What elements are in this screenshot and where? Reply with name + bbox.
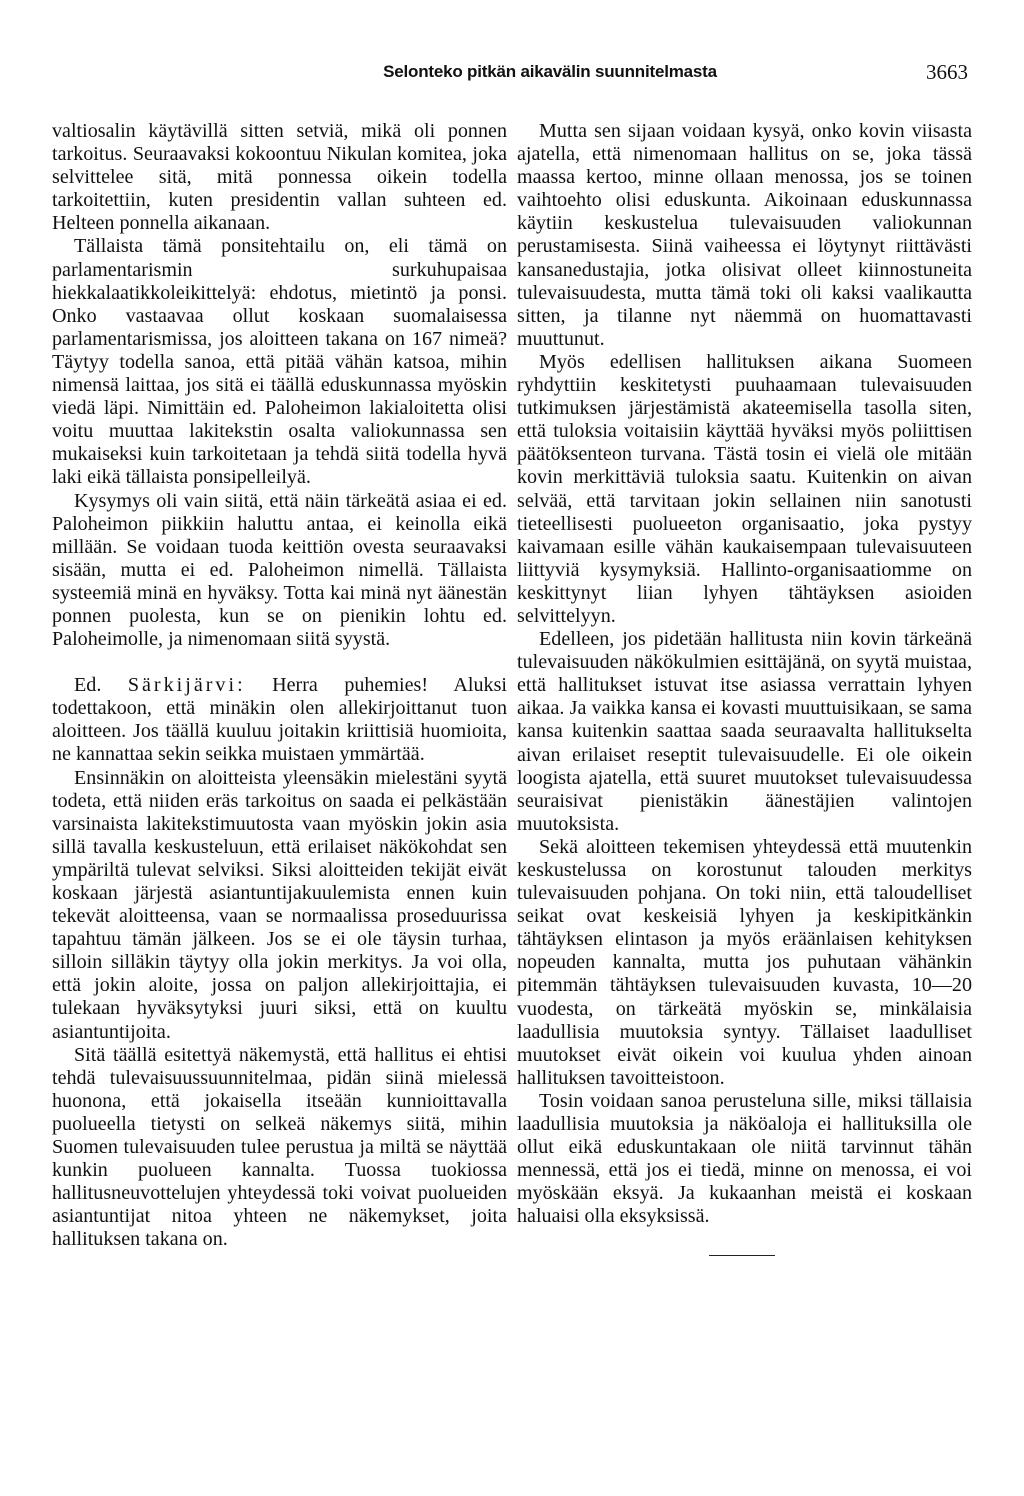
speech-paragraph: [52, 674, 507, 766]
paragraph: Sitä täällä esitettyä näkemystä, että hallitus ei ehtisi tehdä tulevaisuussuunnitelmaa, pidän siinä mielessä huonona, että jokaisella itseään kunnioittavalla puolueella tietysti on selkeä näkemys siitä, mihin Suomen tulevaisuuden tulee perustua ja miltä se näyttää kunkin puolueen kannalta. Tuossa tuokiossa hallitusneuvottelujen yhteydessä toki voivat puolueiden asiantuntijat nitoa yhteen ne näkemykset, joita hallituksen takana on.: [52, 1043, 507, 1251]
page-number: 3663: [926, 60, 968, 84]
speech-intro: Ed.: [74, 674, 102, 697]
speech-text: Herra puhemies! Aluksi todettakoon, että minäkin olen allekirjoittanut tuon aloitteen. Jos täällä kuuluu joitakin kriittisiä huomioita, ne kannattaa sekin seikka muistaen ymmärtää.: [52, 674, 507, 766]
speaker-name: Särkijärvi:: [127, 674, 246, 697]
paragraph: Mutta sen sijaan voidaan kysyä, onko kovin viisasta ajatella, että nimenomaan hallitus on se, joka tässä maassa kertoo, minne ollaan menossa, jos se toinen vaihtoehto olisi eduskunta. Aikoinaan eduskunnassa käytiin keskustelua tulevaisuuden valiokunnan perustamisesta. Siinä vaiheessa ei löytynyt riittävästi kansanedustajia, jotka olisivat olleet kiinnostuneita tulevaisuudesta, mutta tämä toki oli kaksi vaalikautta sitten, ja tilanne nyt näemmä on huomattavasti muuttunut.: [517, 120, 972, 350]
page-header: [0, 62, 1024, 92]
paragraph: Tosin voidaan sanoa perusteluna sille, miksi tällaisia laadullisia muutoksia ja näköaloja ei hallituksilla ole ollut eikä eduskuntakaan ole niitä tarvinnut tähän mennessä, että jos ei tiedä, minne on menossa, ei voi myöskään eksyä. Ja kukaanhan meistä ei koskaan haluaisi olla eksyksissä.: [517, 1089, 972, 1228]
end-rule: [709, 1255, 775, 1256]
paragraph: Myös edellisen hallituksen aikana Suomeen ryhdyttiin keskitetysti puuhaamaan tulevaisuuden tutkimuksen järjestämistä akateemisella tasolla siten, että tuloksia voitaisiin käyttää hyväksi myös poliittisen päätöksenteon turvana. Tästä tosin ei vielä ole mitään kovin merkittäviä tuloksia saatu. Kuitenkin on aivan selvää, että tarvitaan jokin sellainen niin sanotusti tieteellisesti puolueeton organisaatio, joka pystyy kaivamaan esille vähän kaukaisempaan tulevaisuuteen liittyviä kysymyksiä. Hallinto-organisaatiomme on keskittynyt liian lyhyen tähtäyksen asioiden selvittelyyn.: [517, 350, 972, 627]
running-title: Selonteko pitkän aikavälin suunnitelmasta: [383, 62, 717, 81]
paragraph: Ensinnäkin on aloitteista yleensäkin mielestäni syytä todeta, että niiden eräs tarkoitus on saada ei pelkästään varsinaista lakitekstimuutosta vaan myöskin jokin asia sillä tavalla keskusteluun, että erilaiset näkökohdat sen ympäriltä tulevat selviksi. Siksi aloitteiden tekijät eivät koskaan järjestä asiantuntijakuulemista ennen kuin tekevät aloitteensa, vaan se normaalissa proseduurissa tapahtuu tämän jälkeen. Jos se ei ole täysin turhaa, silloin silläkin täytyy olla jokin merkitys. Ja voi olla, että jokin aloite, jossa on paljon allekirjoittajia, ei tulekaan hyväksytyksi juuri siksi, että on kuultu asiantuntijoita.: [52, 766, 507, 1043]
paragraph: Kysymys oli vain siitä, että näin tärkeätä asiaa ei ed. Paloheimon piikkiin haluttu antaa, ei keinolla eikä millään. Se voidaan tuoda keittiön ovesta seuraavaksi sisään, mutta ei ed. Paloheimon nimellä. Tällaista systeemiä minä en hyväksy. Totta kai minä nyt äänestän ponnen puolesta, kun se on pienikin lohtu ed. Paloheimolle, ja nimenomaan siitä syystä.: [52, 489, 507, 651]
paragraph: valtiosalin käytävillä sitten setviä, mikä oli ponnen tarkoitus. Seuraavaksi kokoontuu Nikulan komitea, joka selvittelee sitä, mitä ponnessa oikein todella tarkoitettiin, kuten presidentin vallan suhteen ed. Helteen ponnella aikanaan.: [52, 120, 507, 235]
right-column: [517, 120, 972, 1256]
paragraph: Edelleen, jos pidetään hallitusta niin kovin tärkeänä tulevaisuuden näkökulmien esittäjänä, on syytä muistaa, että hallitukset istuvat itse asiassa verrattain lyhyen aikaa. Ja vaikka kansa ei kovasti muuttuisikaan, se sama kansa kuitenkin saattaa saada seuraavalta hallitukselta aivan erilaiset reseptit tulevaisuudelle. Ei ole oikein loogista ajatella, että suuret muutokset tulevaisuudessa seuraisivat pienistäkin äänestäjien valintojen muutoksista.: [517, 628, 972, 835]
paragraph: Sekä aloitteen tekemisen yhteydessä että muutenkin keskustelussa on korostunut talouden merkitys tulevaisuuden pohjana. On toki niin, että taloudelliset seikat ovat keskeisiä lyhyen ja keskipitkänkin tähtäyksen elintason ja myös eräänlaisen kehityksen nopeuden kannalta, mutta jos puhutaan vähänkin pitemmän tähtäyksen tulevaisuuden kuvasta, 10—20 vuodesta, on tärkeätä myöskin se, minkälaisia laadullisia muutoksia syntyy. Tällaiset laadulliset muutokset eivät oikein voi kuulua yhden ainoan hallituksen tavoitteistoon.: [517, 835, 972, 1089]
paragraph: Tällaista tämä ponsitehtailu on, eli tämä on parlamentarismin surkuhupaisaa hiekkalaatikkoleikittelyä: ehdotus, mietintö ja ponsi. Onko vastaavaa ollut koskaan suomalaisessa parlamentarismissa, jos aloitteen takana on 167 nimeä? Täytyy todella sanoa, että pitää vähän katsoa, mihin nimensä laittaa, jos sitä ei täällä eduskunnassa myöskin viedä läpi. Nimittäin ed. Paloheimon lakialoitetta olisi voitu muuttaa lakitekstin osalta valiokunnassa sen mukaiseksi kuin tarkoitetaan ja tehdä siitä todella hyvä laki eikä tällaista ponsipelleilyä.: [52, 235, 507, 489]
left-column: [52, 120, 507, 1252]
